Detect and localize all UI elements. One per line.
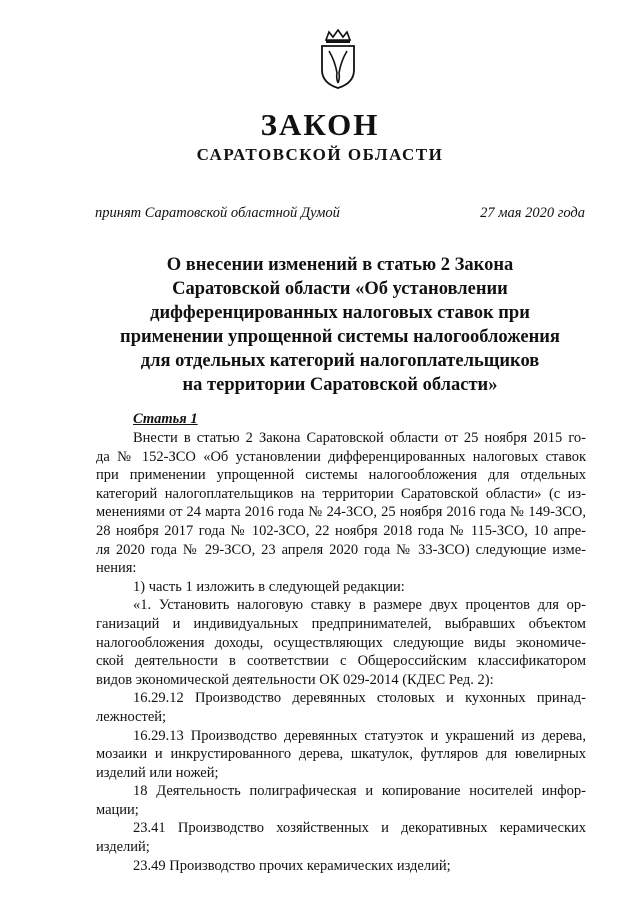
text-line: мозаики и инкрустированного дерева, шкатулок, футляров для ювелирных — [96, 746, 586, 763]
text-line: 23.41 Производство хозяйственных и декоративных керамических — [133, 820, 586, 837]
heading-line: Саратовской области «Об установлении — [172, 279, 508, 299]
text-line: «1. Установить налоговую ставку в размере двух процентов для ор- — [133, 597, 586, 614]
document-subtitle: САРАТОВСКОЙ ОБЛАСТИ — [196, 145, 444, 164]
text-line: Внести в статью 2 Закона Саратовской области от 25 ноября 2015 го- — [133, 430, 586, 446]
text-line: 23.49 Производство прочих керамических изделий; — [133, 857, 451, 874]
text-line: изделий или ножей; — [96, 764, 219, 781]
heading-line: на территории Саратовской области» — [182, 375, 498, 395]
heading-line: дифференцированных налоговых ставок при — [150, 303, 530, 323]
adoption-date: 27 мая 2020 года — [480, 205, 585, 221]
text-line: ской деятельности в соответствии с Общероссийским классификатором — [96, 653, 586, 670]
article-title: Статья 1 — [133, 411, 198, 427]
text-line: налогообложения доходы, осуществляющих следующие виды экономиче- — [96, 634, 586, 651]
text-line: 16.29.12 Производство деревянных столовых и кухонных принад- — [133, 690, 586, 707]
article-body — [96, 429, 586, 875]
text-line: 28 ноября 2017 года № 102-ЗСО, 22 ноября 2018 года № 115-ЗСО, 10 апре- — [96, 522, 586, 539]
document-title: ЗАКОН — [260, 107, 380, 142]
text-line: при применении упрощенной системы налогообложения для отдельных — [96, 467, 586, 484]
law-heading — [0, 253, 640, 397]
text-line: ля 2020 года № 29-ЗСО, 23 апреля 2020 года № 33-ЗСО) следующие изме- — [96, 541, 586, 558]
heading-line: для отдельных категорий налогоплательщиков — [140, 351, 540, 371]
adopted-by: принят Саратовской областной Думой — [95, 205, 340, 221]
text-line: категорий налогоплательщиков на территории Саратовской области» (с из- — [96, 485, 586, 502]
heading-line: применении упрощенной системы налогообложения — [120, 327, 560, 347]
text-line: нения: — [96, 560, 137, 577]
text-line: 16.29.13 Производство деревянных статуэток и украшений из дерева, — [133, 727, 586, 744]
heading-line: О внесении изменений в статью 2 Закона — [166, 255, 514, 275]
text-line: изделий; — [96, 839, 150, 856]
saratov-coat-of-arms-icon — [318, 28, 358, 90]
text-line: видов экономической деятельности ОК 029-2014 (КДЕС Ред. 2): — [96, 671, 494, 688]
text-line: ганизаций и индивидуальных предпринимателей, выбравших объектом — [96, 615, 586, 632]
text-line: да № 152-ЗСО «Об установлении дифференцированных налоговых ставок — [96, 448, 586, 465]
text-line: менениями от 24 марта 2016 года № 24-ЗСО, 25 ноября 2016 года № 149-ЗСО, — [96, 504, 586, 521]
text-line: 18 Деятельность полиграфическая и копирование носителей инфор- — [133, 783, 586, 800]
text-line: 1) часть 1 изложить в следующей редакции: — [133, 578, 405, 595]
text-line: мации; — [96, 801, 139, 818]
text-line: лежностей; — [96, 708, 167, 725]
